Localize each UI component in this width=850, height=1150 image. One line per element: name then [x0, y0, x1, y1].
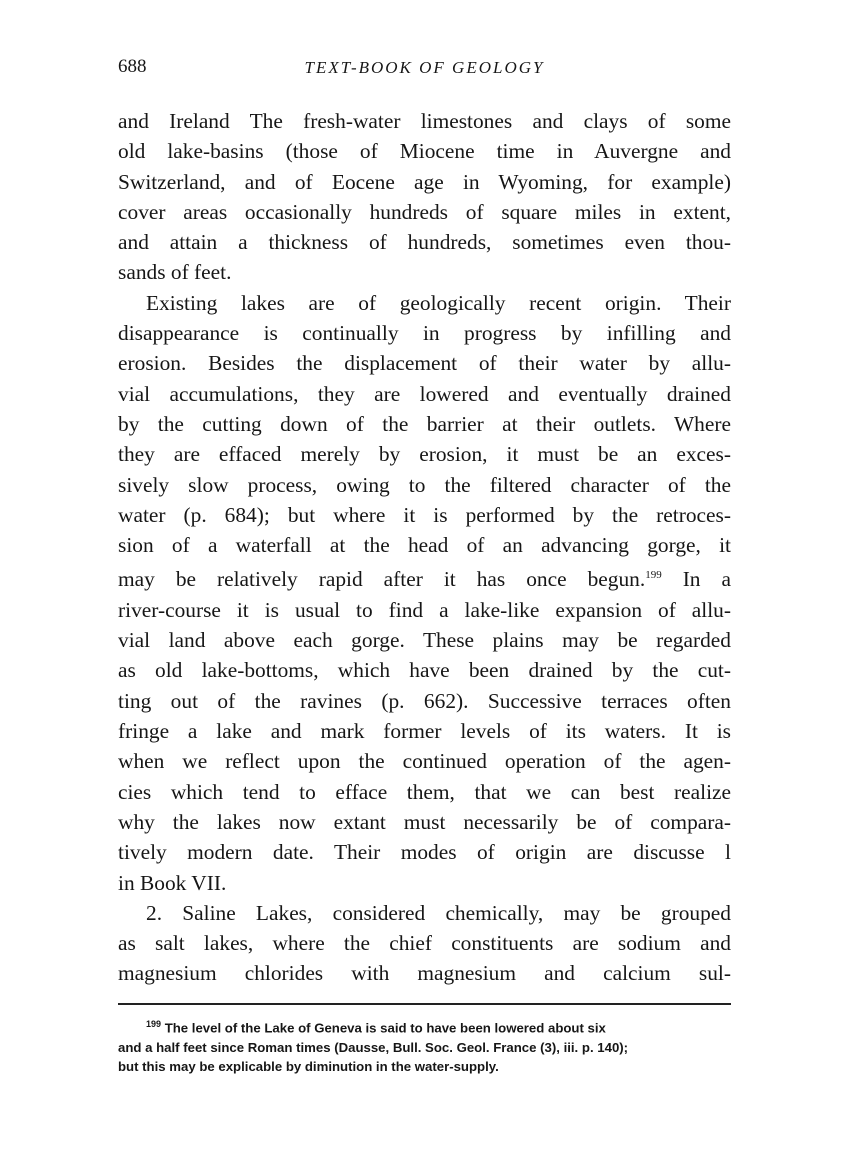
text-line: magnesium chlorides with magnesium and calcium sul- — [118, 961, 731, 986]
text-line: vial accumulations, they are lowered and eventually drained — [118, 381, 731, 406]
text-line: cover areas occasionally hundreds of square miles in extent, — [118, 199, 731, 224]
text-line: disappearance is continually in progress by infilling and — [118, 321, 731, 346]
text-line: old lake-basins (those of Miocene time in Auvergne and — [118, 139, 731, 164]
page-number: 688 — [118, 56, 147, 77]
footnote-line: and a half feet since Roman times (Dausse, Bull. Soc. Geol. France (3), iii. p. 140); — [118, 1039, 629, 1055]
text-line: sion of a waterfall at the head of an advancing gorge, it — [118, 533, 731, 558]
footnote-line — [118, 1015, 731, 1038]
text-line: sands of feet. — [118, 260, 232, 285]
footnote-reference[interactable]: 199 — [645, 569, 662, 582]
footnote-text: The level of the Lake of Geneva is said to have been lowered about six — [161, 1020, 606, 1036]
page-header — [118, 56, 731, 92]
text-line: and Ireland The fresh-water limestones and clays of some — [118, 109, 731, 133]
text-run: may be relatively rapid after it has once begun. — [118, 567, 646, 592]
text-line: vial land above each gorge. These plains may be regarded — [118, 628, 731, 653]
paragraph-3 — [118, 898, 731, 989]
footnote-mark: 199 — [146, 1018, 162, 1029]
text-line: and attain a thickness of hundreds, sometimes even thou- — [118, 230, 731, 255]
text-line: as old lake-bottoms, which have been drained by the cut- — [118, 658, 731, 683]
footnote-divider — [118, 1003, 731, 1005]
text-line: water (p. 684); but where it is performed by the retroces- — [118, 502, 731, 527]
text-line: cies which tend to efface them, that we can best realize — [118, 779, 731, 804]
text-line-with-ref — [118, 560, 731, 594]
text-line: tively modern date. Their modes of origin are discusse l — [118, 840, 731, 865]
text-line: ting out of the ravines (p. 662). Successive terraces often — [118, 688, 731, 713]
text-line: fringe a lake and mark former levels of its waters. It is — [118, 719, 731, 744]
text-line: as salt lakes, where the chief constituents are sodium and — [118, 931, 731, 956]
page — [118, 56, 731, 1077]
text-line: Existing lakes are of geologically recent origin. Their — [146, 290, 731, 315]
text-line: in Book VII. — [118, 870, 227, 895]
text-run: In a — [661, 567, 731, 592]
running-head: TEXT-BOOK OF GEOLOGY — [304, 58, 545, 77]
footnote-line: but this may be explicable by diminution in the water-supply. — [118, 1059, 499, 1075]
text-line: by the cutting down of the barrier at their outlets. Where — [118, 411, 731, 436]
text-line: when we reflect upon the continued operation of the agen- — [118, 749, 731, 774]
text-line: river-course it is usual to find a lake-like expansion of allu- — [118, 597, 731, 622]
paragraph-2 — [118, 288, 731, 898]
text-line: why the lakes now extant must necessarily be of compara- — [118, 809, 731, 834]
paragraph-1 — [118, 106, 731, 288]
text-line: they are effaced merely by erosion, it must be an exces- — [118, 442, 731, 467]
text-line: erosion. Besides the displacement of their water by allu- — [118, 351, 731, 376]
body-text — [118, 106, 731, 989]
text-line: sively slow process, owing to the filtered character of the — [118, 472, 731, 497]
text-line: Switzerland, and of Eocene age in Wyoming, for example) — [118, 169, 731, 194]
footnote — [118, 1015, 731, 1077]
text-line: 2. Saline Lakes, considered chemically, may be grouped — [146, 900, 731, 925]
